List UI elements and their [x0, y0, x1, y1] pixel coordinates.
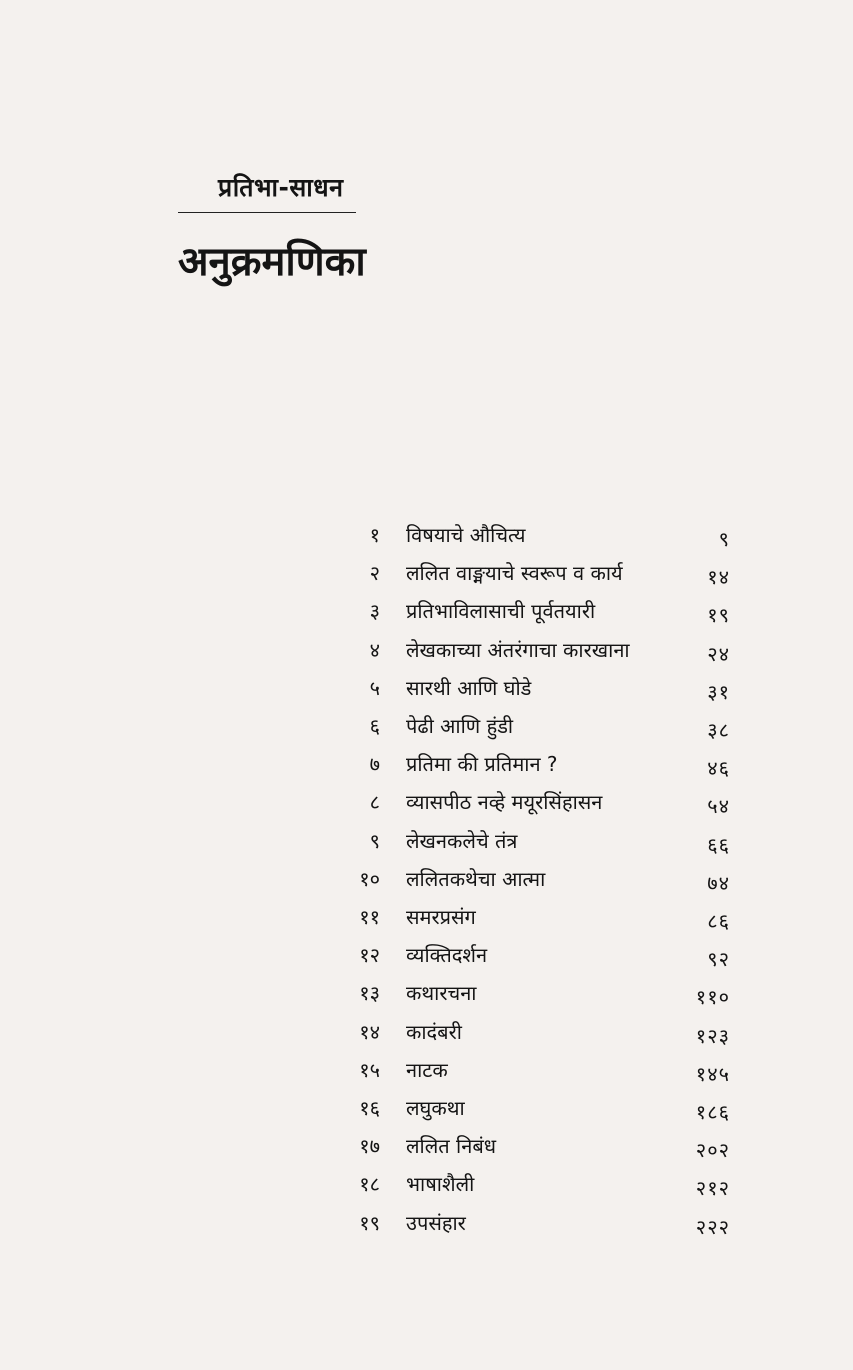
- page-number: ९: [718, 527, 730, 551]
- page-number: २२२: [695, 1215, 730, 1239]
- toc-entry: [320, 1018, 740, 1056]
- page-number: ११०: [695, 985, 730, 1009]
- toc-entry: [320, 636, 740, 674]
- toc-entry: [320, 827, 740, 865]
- toc-entry: [320, 521, 740, 559]
- page-number: ५४: [707, 794, 730, 818]
- page-number: २०२: [695, 1138, 730, 1162]
- chapter-number: १३: [359, 981, 380, 1005]
- chapter-number: १६: [359, 1096, 380, 1120]
- chapter-number: ४: [369, 638, 380, 662]
- chapter-title: विषयाचे औचित्य: [406, 523, 526, 547]
- chapter-title: नाटक: [406, 1058, 448, 1082]
- page-number: १९: [707, 603, 730, 627]
- chapter-number: ११: [359, 905, 380, 929]
- toc-entry: [320, 941, 740, 979]
- chapter-number: १०: [359, 867, 380, 891]
- page-number: ३८: [707, 718, 730, 742]
- chapter-title: लघुकथा: [406, 1096, 465, 1120]
- chapter-title: लेखनकलेचे तंत्र: [406, 829, 518, 853]
- chapter-title: समरप्रसंग: [406, 905, 476, 929]
- chapter-title: ललित निबंध: [406, 1134, 497, 1158]
- page-number: ९२: [707, 947, 730, 971]
- chapter-number: १८: [359, 1172, 380, 1196]
- toc-entry: [320, 1094, 740, 1132]
- page-number: ६६: [707, 833, 730, 857]
- series-title: प्रतिभा-साधन: [218, 173, 344, 202]
- toc-entry: [320, 1056, 740, 1094]
- page-number: २४: [707, 642, 730, 666]
- toc-entry: [320, 1209, 740, 1247]
- chapter-number: १४: [359, 1020, 380, 1044]
- chapter-title: उपसंहार: [406, 1211, 466, 1235]
- chapter-title: व्यक्तिदर्शन: [406, 943, 488, 967]
- toc-entry: [320, 788, 740, 826]
- chapter-title: लेखकाच्या अंतरंगाचा कारखाना: [406, 638, 630, 662]
- chapter-number: १: [369, 523, 380, 547]
- chapter-title: भाषाशैली: [406, 1172, 475, 1196]
- chapter-number: ५: [369, 676, 380, 700]
- chapter-number: १५: [359, 1058, 380, 1082]
- page-number: ४६: [707, 756, 730, 780]
- toc-entry: [320, 903, 740, 941]
- page-number: १४५: [695, 1062, 730, 1086]
- chapter-title: व्यासपीठ नव्हे मयूरसिंहासन: [406, 790, 603, 814]
- toc-entry: [320, 559, 740, 597]
- toc-entry: [320, 979, 740, 1017]
- toc-entry: [320, 597, 740, 635]
- toc-entry: [320, 1132, 740, 1170]
- toc-entry: [320, 712, 740, 750]
- title-underline: [178, 212, 356, 213]
- chapter-number: १७: [359, 1134, 380, 1158]
- chapter-number: ३: [369, 599, 380, 623]
- chapter-title: प्रतिभाविलासाची पूर्वतयारी: [406, 599, 596, 623]
- chapter-number: २: [369, 561, 380, 585]
- toc-entry: [320, 674, 740, 712]
- chapter-title: पेढी आणि हुंडी: [406, 714, 514, 738]
- chapter-title: प्रतिमा की प्रतिमान ?: [406, 752, 558, 776]
- page-number: ८६: [707, 909, 730, 933]
- page-number: १२३: [695, 1024, 730, 1048]
- page-number: ७४: [707, 871, 730, 895]
- page-number: ३१: [707, 680, 730, 704]
- page-number: २१२: [695, 1176, 730, 1200]
- toc-entry: [320, 865, 740, 903]
- chapter-number: ६: [369, 714, 380, 738]
- chapter-number: १२: [359, 943, 380, 967]
- page-heading: अनुक्रमणिका: [178, 239, 366, 285]
- chapter-number: ८: [369, 790, 380, 814]
- toc-entry: [320, 1170, 740, 1208]
- page-number: १८६: [695, 1100, 730, 1124]
- toc-entry: [320, 750, 740, 788]
- chapter-title: ललितकथेचा आत्मा: [406, 867, 546, 891]
- chapter-number: ९: [369, 829, 380, 853]
- chapter-title: ललित वाङ्मयाचे स्वरूप व कार्य: [406, 561, 623, 585]
- page-number: १४: [707, 565, 730, 589]
- chapter-title: सारथी आणि घोडे: [406, 676, 532, 700]
- chapter-number: ७: [369, 752, 380, 776]
- chapter-title: कथारचना: [406, 981, 477, 1005]
- chapter-number: १९: [359, 1211, 380, 1235]
- chapter-title: कादंबरी: [406, 1020, 462, 1044]
